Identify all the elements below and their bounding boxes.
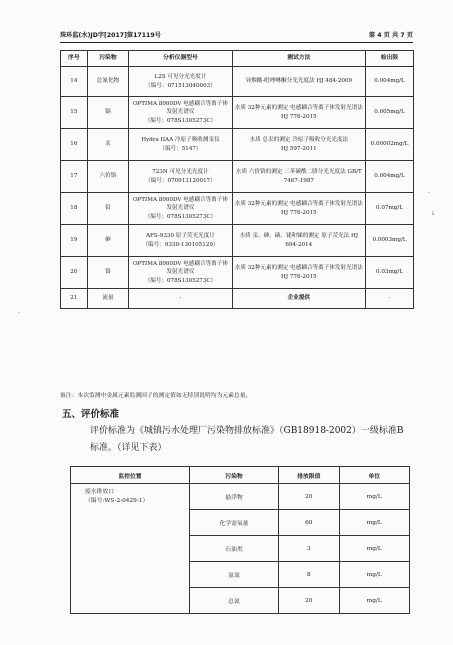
cell-no: 19 (61, 225, 88, 257)
cell-method: 水质 32种元素的测定 电感耦合等离子体发射光谱法 HJ 776-2015 (232, 97, 365, 129)
cell-limit: 20 (279, 588, 340, 614)
cell-unit: mg/L (339, 536, 409, 562)
col-header-unit: 单位 (339, 467, 409, 484)
cell-pollutant: 氨氮 (189, 562, 278, 588)
cell-limit: 0.0003mg/L (365, 225, 413, 257)
cell-unit: mg/L (339, 484, 409, 510)
col-header-limit2: 排放限值 (279, 467, 340, 484)
cell-pollutant: 镉 (87, 97, 129, 129)
table-row (71, 484, 410, 510)
cell-limit: 0.00002mg/L (365, 129, 413, 161)
cell-no: 17 (61, 161, 88, 193)
cell-unit: mg/L (339, 588, 409, 614)
cell-method: 水质 32种元素的测定 电感耦合等离子体发射光谱法 HJ 776-2015 (232, 257, 365, 289)
cell-pollutant: 总氰化物 (87, 67, 129, 97)
cell-instrument: OPTIMA 8000DV 电感耦合等离子体发射光谱仪 （编号：078S1305273C） (129, 193, 232, 225)
col-header-pollutant: 污染物 (87, 51, 129, 67)
cell-no: 20 (61, 257, 88, 289)
cell-method: 企业提供 (232, 289, 365, 309)
cell-no: 18 (61, 193, 88, 225)
standard-table-header (71, 467, 410, 484)
cell-limit: 0.07mg/L (365, 193, 413, 225)
cell-instrument: - (129, 289, 232, 309)
col-header-no: 序号 (61, 51, 88, 67)
standard-paragraph (62, 423, 412, 457)
table-row (61, 225, 414, 257)
col-header-pollutant2: 污染物 (189, 467, 278, 484)
cell-no: 15 (61, 97, 88, 129)
table-row (61, 289, 414, 309)
cell-instrument: Hydra IIAA 冷原子吸收测汞仪 （编号：5147） (129, 129, 232, 161)
cell-unit: mg/L (339, 510, 409, 536)
cell-no: 16 (61, 129, 88, 161)
cell-pollutant: 铅 (87, 193, 129, 225)
cell-pollutant: 悬浮物 (189, 484, 278, 510)
margin-mark: ı (432, 210, 434, 217)
cell-pollutant: 石油类 (189, 536, 278, 562)
col-header-limit: 检出限 (365, 51, 413, 67)
cell-limit: 0.004mg/L (365, 161, 413, 193)
cell-limit: - (365, 289, 413, 309)
site-code: （编号:WS-2-0429-1） (85, 497, 149, 504)
cell-pollutant: 汞 (87, 129, 129, 161)
methods-table-header (61, 51, 414, 67)
site-name: 废水排放口 (85, 489, 114, 495)
cell-instrument: OPTIMA 8000DV 电感耦合等离子体发射光谱仪 （编号：078S1305273C） (129, 257, 232, 289)
section-title: 五、评价标准 (62, 409, 120, 420)
page-number: 第 4 页 共 7 页 (368, 32, 413, 39)
col-header-site: 监控位置 (71, 467, 190, 484)
cell-no: 21 (61, 289, 88, 309)
cell-pollutant: 化学需氧量 (189, 510, 278, 536)
cell-method: 水质 总汞的测定 冷原子吸收分光光度法 HJ 597-2011 (232, 129, 365, 161)
margin-mark: · (428, 190, 430, 197)
table-row (61, 97, 414, 129)
table-note: 备注：本次监测中金属元素监测因子的测定值如无特别说明均为元素总量。 (60, 393, 252, 399)
col-header-instrument: 分析仪器型号 (129, 51, 232, 67)
cell-limit: 3 (279, 536, 340, 562)
cell-method: 水质 六价铬的测定 二苯碳酰二肼分光光度法 GB/T 7467-1987 (232, 161, 365, 193)
cell-limit: 0.03mg/L (365, 257, 413, 289)
standard-table (70, 466, 410, 614)
cell-instrument: AFS-9330 原子荧光光度计 （编号：9330-130105129） (129, 225, 232, 257)
cell-method: 水质 汞、砷、硒、铋和锑的测定 原子荧光法 HJ 694-2014 (232, 225, 365, 257)
header-rule (60, 42, 413, 43)
cell-limit: 0.004mg/L (365, 67, 413, 97)
cell-limit: 0.005mg/L (365, 97, 413, 129)
standard-text: 评价标准为《城镇污水处理厂污染物排放标准》（GB18918-2002）一级标准B标准。（详见下表） (90, 426, 404, 453)
cell-method: 水质 32种元素的测定 电感耦合等离子体发射光谱法 HJ 776-2015 (232, 193, 365, 225)
table-row (61, 193, 414, 225)
cell-instrument: 723N 可见分光光度计 （编号：070913120017） (129, 161, 232, 193)
cell-instrument: L2S 可见分光光度计 （编号：071513040003） (129, 67, 232, 97)
table-row (61, 129, 414, 161)
table-row (61, 161, 414, 193)
table-row (61, 257, 414, 289)
cell-limit: 20 (279, 484, 340, 510)
col-header-method: 测试方法 (232, 51, 365, 67)
cell-limit: 8 (279, 562, 340, 588)
monitoring-site (71, 484, 190, 614)
cell-pollutant: 砷 (87, 225, 129, 257)
cell-unit: mg/L (339, 562, 409, 588)
margin-mark: · (18, 310, 20, 317)
table-row (61, 67, 414, 97)
cell-method: 异烟酸-吡唑啉酮分光光度法 HJ 484-2009 (232, 67, 365, 97)
methods-table (60, 50, 414, 309)
cell-instrument: OPTIMA 8000DV 电感耦合等离子体发射光谱仪 （编号：078S1305273C） (129, 97, 232, 129)
cell-pollutant: 流量 (87, 289, 129, 309)
cell-no: 14 (61, 67, 88, 97)
cell-limit: 60 (279, 510, 340, 536)
report-number: 珠环监(水)JD字[2017]第17119号 (60, 32, 161, 39)
cell-pollutant: 铬 (87, 257, 129, 289)
cell-pollutant: 六价铬 (87, 161, 129, 193)
cell-pollutant: 总氮 (189, 588, 278, 614)
